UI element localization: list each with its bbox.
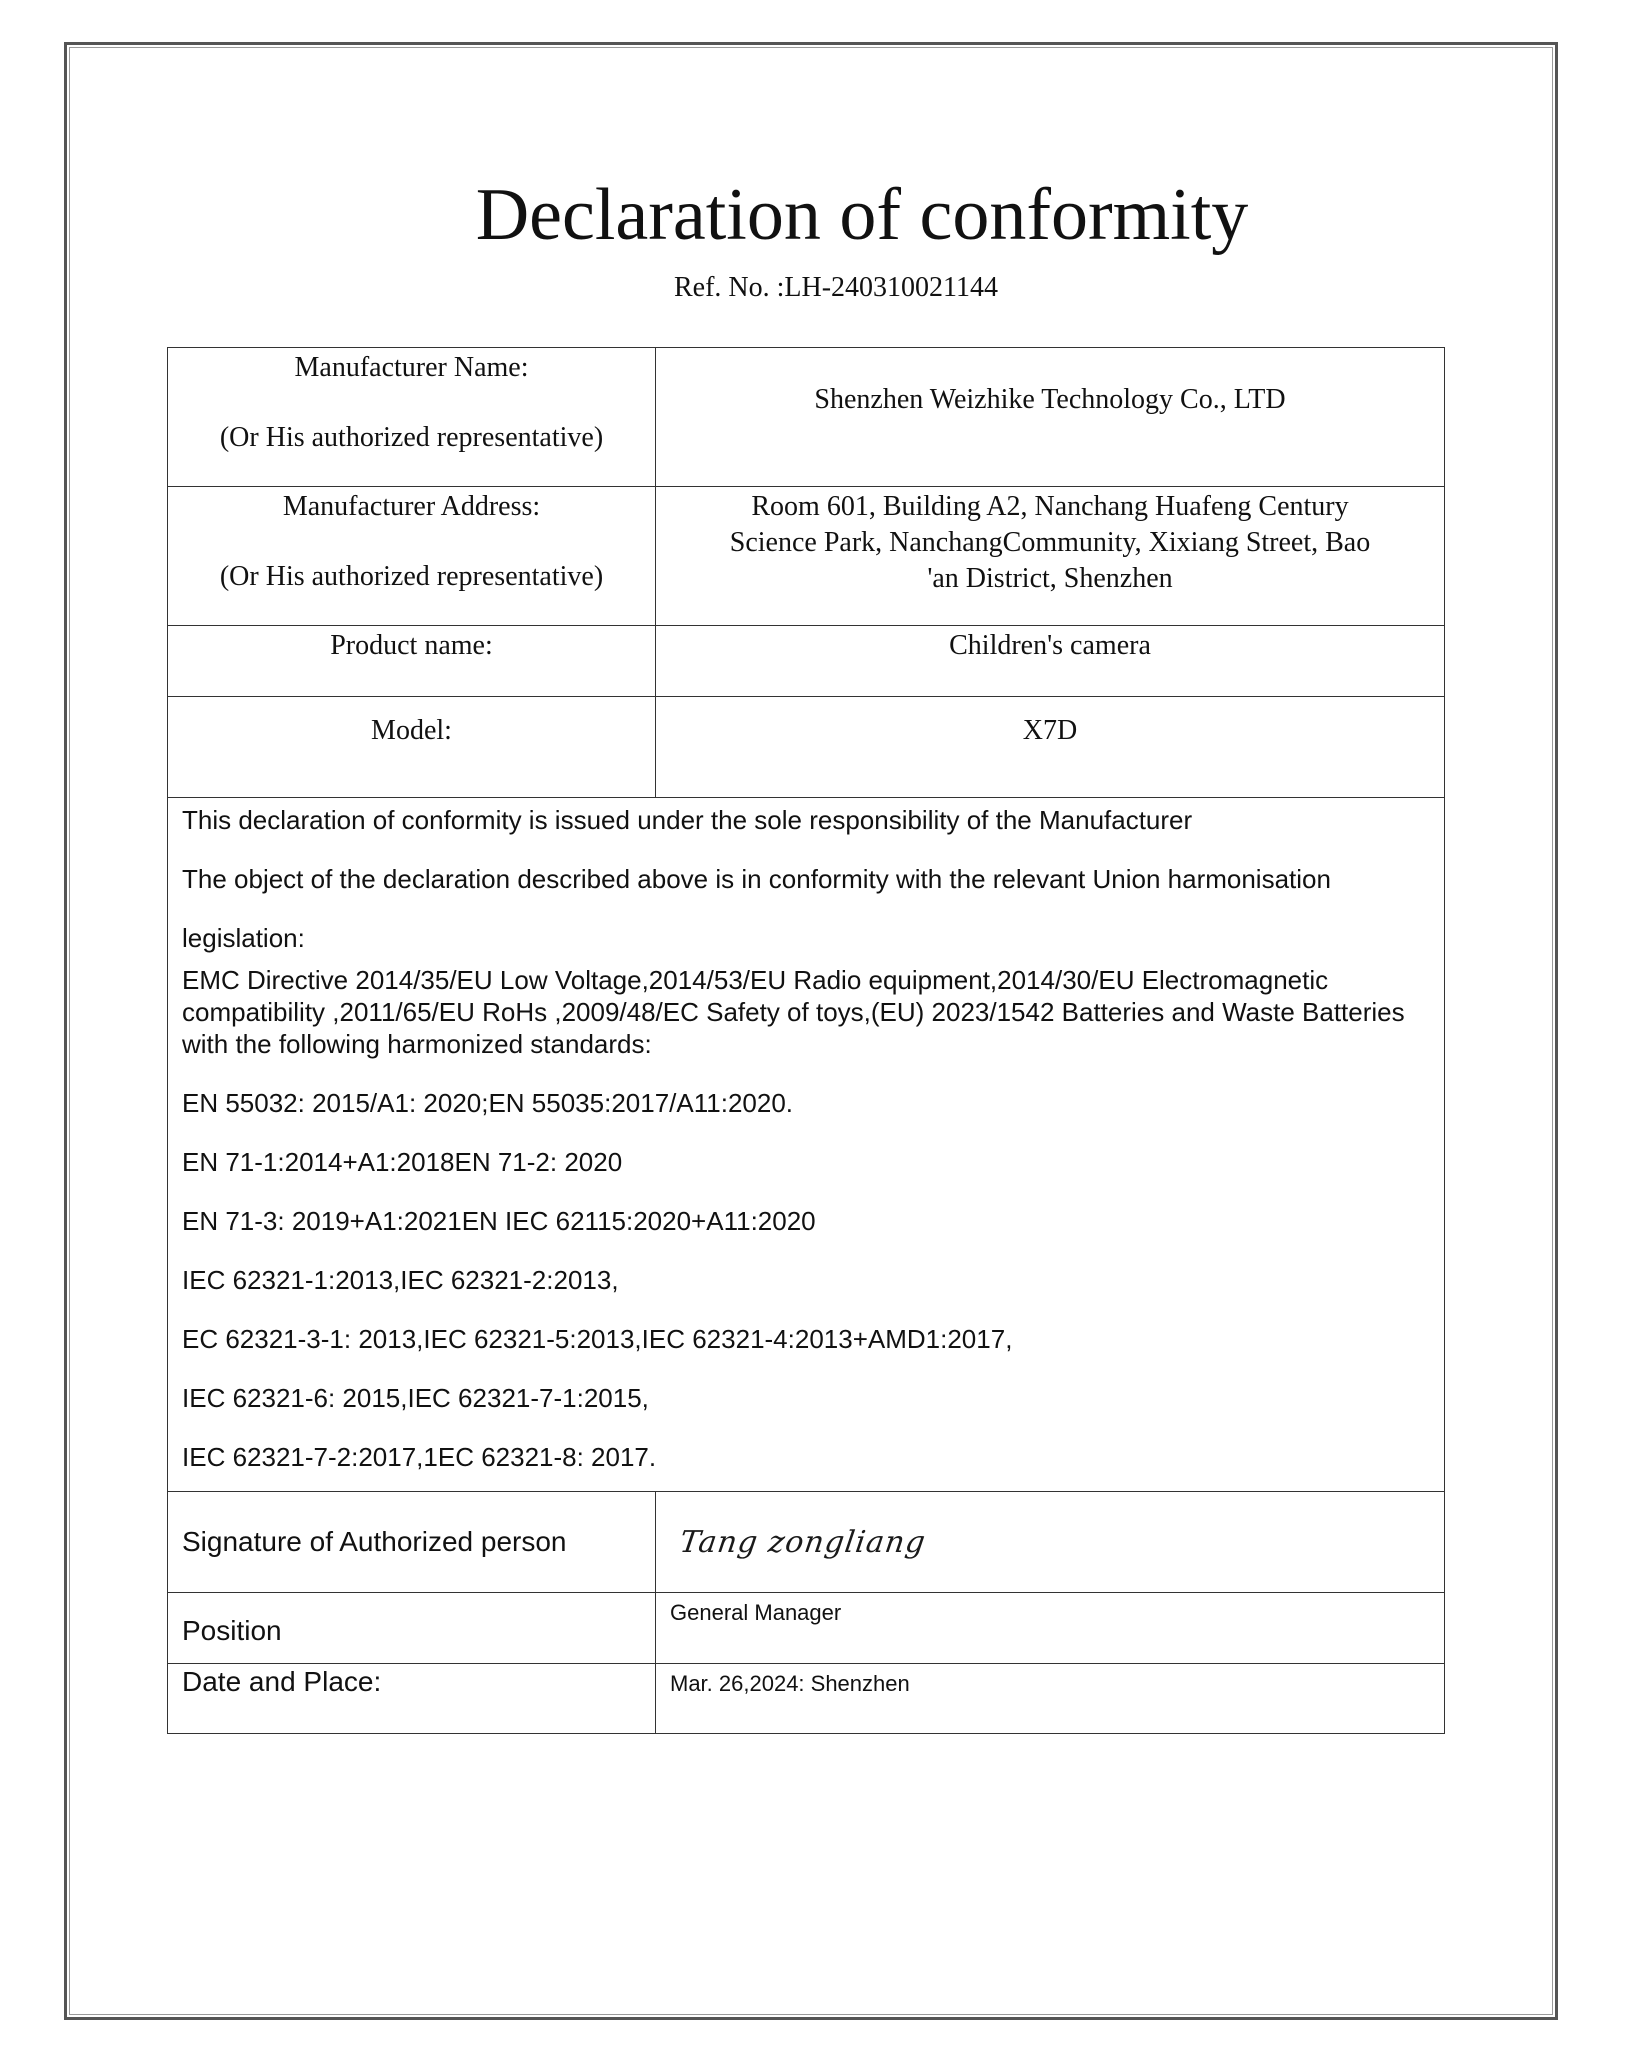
responsibility-statement: This declaration of conformity is issued under the sole responsibility of the Manufacturer [182,805,1193,835]
model-label: Model: [371,715,452,746]
position-value-cell [656,1593,1445,1664]
product-name-label-cell [168,626,656,697]
directives-text: EMC Directive 2014/35/EU Low Voltage,2014/53/EU Radio equipment,2014/30/EU Electromagnetic compatibility ,2011/65/EU RoHs ,2009/48/EC Safety of toys,(EU) 2023/1542 Batteries and Waste Batteries with the following harmonized standards: [182,965,1405,1059]
standard-item: IEC 62321-1:2013,IEC 62321-2:2013, [182,1265,619,1295]
manufacturer-address-line-2: Science Park, NanchangCommunity, Xixiang Street, Bao [729,527,1371,558]
manufacturer-name-label-cell [168,348,656,487]
manufacturer-name-value: Shenzhen Weizhike Technology Co., LTD [814,384,1286,415]
reference-number: Ref. No. :LH-240310021144 [673,272,999,303]
product-name-row [168,626,1445,697]
manufacturer-name-row [168,348,1445,487]
product-name-value: Children's camera [949,630,1151,661]
position-label-cell [168,1593,656,1664]
model-value-cell [656,697,1445,798]
standard-item: IEC 62321-7-2:2017,1EC 62321-8: 2017. [182,1442,657,1472]
standard-item: EN 71-1:2014+A1:2018EN 71-2: 2020 [182,1147,623,1177]
signature-value-cell [656,1492,1445,1593]
manufacturer-address-value-cell [656,487,1445,626]
position-row [168,1593,1445,1664]
handwritten-signature: Tang zongliang [677,1524,929,1560]
model-row [168,697,1445,798]
standard-item: EN 55032: 2015/A1: 2020;EN 55035:2017/A11:2020. [182,1088,794,1118]
declaration-cell [168,798,1445,1492]
date-place-row [168,1664,1445,1734]
standard-item: EN 71-3: 2019+A1:2021EN IEC 62115:2020+A11:2020 [182,1206,816,1236]
date-place-label: Date and Place: [182,1666,382,1697]
signature-label: Signature of Authorized person [182,1526,567,1557]
manufacturer-address-line-1: Room 601, Building A2, Nanchang Huafeng Century [751,491,1349,522]
manufacturer-name-label: Manufacturer Name: [294,352,529,383]
manufacturer-address-label: Manufacturer Address: [282,491,541,522]
product-name-value-cell [656,626,1445,697]
model-value: X7D [1022,715,1078,746]
manufacturer-address-line-3: 'an District, Shenzhen [927,563,1173,594]
manufacturer-name-value-cell [656,348,1445,487]
declaration-table [167,347,1445,1734]
manufacturer-address-row [168,487,1445,626]
position-label: Position [182,1615,282,1646]
manufacturer-address-label-cell [168,487,656,626]
standard-item: IEC 62321-6: 2015,IEC 62321-7-1:2015, [182,1383,649,1413]
conformity-statement-line-1: The object of the declaration described above is in conformity with the relevant Union harmonisation [182,864,1331,894]
signature-label-cell [168,1492,656,1593]
date-place-value-cell [656,1664,1445,1734]
signature-row [168,1492,1445,1593]
date-place-label-cell [168,1664,656,1734]
standard-item: EC 62321-3-1: 2013,IEC 62321-5:2013,IEC 62321-4:2013+AMD1:2017, [182,1324,1013,1354]
declaration-row [168,798,1445,1492]
model-label-cell [168,697,656,798]
conformity-statement-line-2: legislation: [182,923,305,953]
document-title: Declaration of conformity [475,174,1249,256]
product-name-label: Product name: [330,630,493,661]
position-value: General Manager [670,1600,842,1625]
date-place-value: Mar. 26,2024: Shenzhen [670,1671,910,1696]
manufacturer-address-sublabel: (Or His authorized representative) [219,561,604,592]
manufacturer-name-sublabel: (Or His authorized representative) [219,422,604,453]
